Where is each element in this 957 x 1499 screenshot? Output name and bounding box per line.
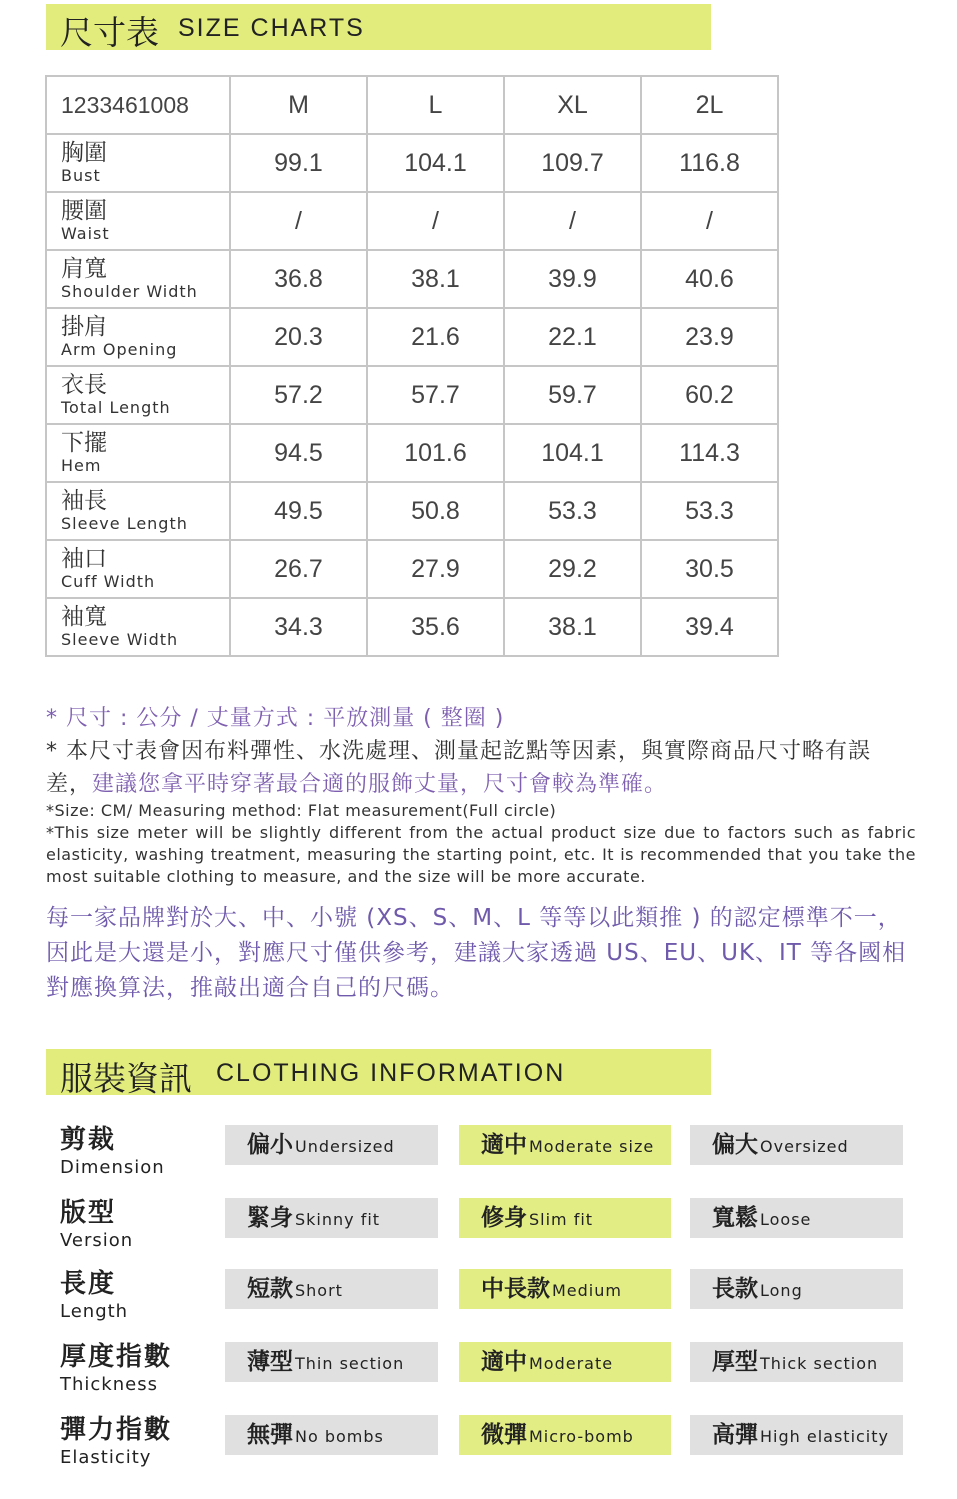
table-cell: 99.1 xyxy=(230,134,367,192)
row-label-en: Bust xyxy=(61,166,101,185)
row-label-zh: 掛肩 xyxy=(61,314,107,340)
row-label-en: Hem xyxy=(61,456,102,475)
size-chart-header xyxy=(46,4,711,50)
table-cell: 59.7 xyxy=(504,366,641,424)
table-cell: 20.3 xyxy=(230,308,367,366)
en-notes xyxy=(46,800,916,888)
row-label-zh: 袖長 xyxy=(61,488,107,514)
info-row-label-en: Dimension xyxy=(60,1157,165,1178)
table-cell: 101.6 xyxy=(367,424,504,482)
option-label-zh: 長款 xyxy=(712,1276,758,1302)
clothing-info-header xyxy=(46,1049,711,1098)
table-cell: 109.7 xyxy=(504,134,641,192)
option-label-zh: 寬鬆 xyxy=(712,1205,758,1231)
option-chip xyxy=(690,1269,903,1309)
table-cell: 104.1 xyxy=(504,424,641,482)
info-row-label-zh: 厚度指數 xyxy=(60,1342,173,1372)
info-row-label-en: Version xyxy=(60,1230,134,1251)
option-label-en: Micro-bomb xyxy=(529,1427,634,1446)
row-label-zh: 下擺 xyxy=(61,430,107,456)
info-row xyxy=(0,1341,957,1413)
row-label xyxy=(46,308,230,366)
clothing-info-title-en: CLOTHING INFORMATION xyxy=(216,1059,566,1087)
option-label-zh: 偏小 xyxy=(247,1132,293,1158)
error-note-part1: * 本尺寸表會因布料彈性、水洗處理、測量起訖點等因素，與實際商品尺寸略有誤差， xyxy=(46,739,871,797)
info-row-label xyxy=(60,1268,128,1324)
table-cell: 39.4 xyxy=(641,598,778,656)
option-label-en: Thin section xyxy=(295,1354,405,1373)
clothing-info-title-zh: 服裝資訊 xyxy=(60,1059,192,1098)
option-label-en: Medium xyxy=(552,1281,622,1300)
option-label-en: Skinny fit xyxy=(295,1210,381,1229)
table-cell: / xyxy=(504,192,641,250)
row-label xyxy=(46,540,230,598)
row-label-zh: 胸圍 xyxy=(61,140,107,166)
table-cell: 29.2 xyxy=(504,540,641,598)
info-row-label xyxy=(60,1341,172,1397)
table-cell: 22.1 xyxy=(504,308,641,366)
option-chip xyxy=(225,1269,438,1309)
size-header: M xyxy=(230,76,367,134)
option-chip xyxy=(225,1125,438,1165)
row-label-zh: 肩寬 xyxy=(61,256,107,282)
table-cell: 57.2 xyxy=(230,366,367,424)
size-header: 2L xyxy=(641,76,778,134)
info-row-label xyxy=(60,1124,165,1180)
info-row-label-en: Thickness xyxy=(60,1374,158,1395)
table-cell: 57.7 xyxy=(367,366,504,424)
table-cell: 94.5 xyxy=(230,424,367,482)
option-label-zh: 厚型 xyxy=(712,1349,758,1375)
row-label-en: Sleeve Length xyxy=(61,514,188,533)
option-chip-selected xyxy=(459,1415,671,1455)
option-chip xyxy=(690,1342,903,1382)
row-label xyxy=(46,598,230,656)
option-chip-selected xyxy=(459,1342,671,1382)
row-label-zh: 衣長 xyxy=(61,372,107,398)
row-label-zh: 腰圍 xyxy=(61,198,107,224)
option-chip xyxy=(225,1415,438,1455)
table-cell: 49.5 xyxy=(230,482,367,540)
info-row xyxy=(0,1124,957,1196)
product-code: 1233461008 xyxy=(46,76,230,134)
brand-note: 每一家品牌對於大、中、小號 (XS、S、M、L 等等以此類推 ) 的認定標準不一，因此是大還是小，對應尺寸僅供參考，建議大家透過 US、EU、UK、IT 等各國相對應換算法，推敲出適合自己的尺碼。 xyxy=(46,905,907,1001)
option-chip-selected xyxy=(459,1198,671,1238)
info-row-label-zh: 版型 xyxy=(60,1198,117,1228)
size-table-header-row xyxy=(46,76,778,134)
table-row xyxy=(46,540,778,598)
option-chip-selected xyxy=(459,1125,671,1165)
table-cell: 30.5 xyxy=(641,540,778,598)
option-label-en: Short xyxy=(295,1281,343,1300)
row-label-en: Shoulder Width xyxy=(61,282,198,301)
table-cell: 39.9 xyxy=(504,250,641,308)
size-header: L xyxy=(367,76,504,134)
option-label-zh: 高彈 xyxy=(712,1422,758,1448)
table-cell: 50.8 xyxy=(367,482,504,540)
table-row xyxy=(46,482,778,540)
table-cell: 26.7 xyxy=(230,540,367,598)
en-size-note: *Size: CM/ Measuring method: Flat measurement(Full circle) xyxy=(46,801,557,820)
option-label-en: Moderate size xyxy=(529,1137,655,1156)
row-label xyxy=(46,192,230,250)
option-label-zh: 微彈 xyxy=(481,1422,527,1448)
option-label-zh: 適中 xyxy=(481,1349,527,1375)
option-label-zh: 短款 xyxy=(247,1276,293,1302)
size-header: XL xyxy=(504,76,641,134)
option-label-en: Long xyxy=(760,1281,803,1300)
option-label-zh: 適中 xyxy=(481,1132,527,1158)
option-label-en: High elasticity xyxy=(760,1427,889,1446)
table-cell: 36.8 xyxy=(230,250,367,308)
row-label-zh: 袖寬 xyxy=(61,604,107,630)
option-chip xyxy=(690,1198,903,1238)
info-row-label-en: Elasticity xyxy=(60,1447,152,1468)
table-cell: 35.6 xyxy=(367,598,504,656)
row-label-zh: 袖口 xyxy=(61,546,107,572)
table-cell: 116.8 xyxy=(641,134,778,192)
info-row-label xyxy=(60,1197,133,1253)
table-row xyxy=(46,250,778,308)
table-row xyxy=(46,192,778,250)
option-label-en: Slim fit xyxy=(529,1210,594,1229)
option-label-zh: 緊身 xyxy=(247,1205,293,1231)
table-cell: 53.3 xyxy=(504,482,641,540)
option-chip xyxy=(690,1125,903,1165)
table-row xyxy=(46,308,778,366)
option-label-en: Moderate xyxy=(529,1354,614,1373)
row-label xyxy=(46,366,230,424)
table-cell: / xyxy=(641,192,778,250)
table-cell: 21.6 xyxy=(367,308,504,366)
info-row-label-zh: 長度 xyxy=(60,1269,117,1299)
info-row xyxy=(0,1268,957,1340)
table-cell: 60.2 xyxy=(641,366,778,424)
option-chip-selected xyxy=(459,1269,671,1309)
option-label-en: No bombs xyxy=(295,1427,384,1446)
table-cell: / xyxy=(230,192,367,250)
row-label-en: Total Length xyxy=(61,398,171,417)
option-chip xyxy=(225,1198,438,1238)
option-chip xyxy=(690,1415,903,1455)
table-cell: / xyxy=(367,192,504,250)
table-row xyxy=(46,134,778,192)
row-label-en: Cuff Width xyxy=(61,572,156,591)
option-label-zh: 無彈 xyxy=(247,1422,293,1448)
info-row-label-zh: 彈力指數 xyxy=(60,1415,173,1445)
info-row xyxy=(0,1414,957,1486)
unit-note: * 尺寸 : 公分 / 丈量方式 : 平放測量 ( 整圈 ) xyxy=(46,706,505,731)
table-cell: 104.1 xyxy=(367,134,504,192)
table-cell: 34.3 xyxy=(230,598,367,656)
table-row xyxy=(46,366,778,424)
option-label-zh: 中長款 xyxy=(481,1276,550,1302)
option-label-en: Oversized xyxy=(760,1137,849,1156)
row-label-en: Sleeve Width xyxy=(61,630,179,649)
row-label-en: Arm Opening xyxy=(61,340,178,359)
info-row-label xyxy=(60,1414,172,1470)
error-note-part2: 建議您拿平時穿著最合適的服飾丈量，尺寸會較為準確。 xyxy=(92,772,668,797)
info-row xyxy=(0,1197,957,1269)
info-row-label-en: Length xyxy=(60,1301,129,1322)
table-row xyxy=(46,598,778,656)
table-cell: 40.6 xyxy=(641,250,778,308)
option-label-en: Thick section xyxy=(760,1354,879,1373)
row-label xyxy=(46,134,230,192)
option-label-en: Loose xyxy=(760,1210,812,1229)
option-label-zh: 偏大 xyxy=(712,1132,758,1158)
table-cell: 53.3 xyxy=(641,482,778,540)
size-table xyxy=(45,75,779,657)
row-label xyxy=(46,250,230,308)
option-label-zh: 薄型 xyxy=(247,1349,293,1375)
option-label-en: Undersized xyxy=(295,1137,395,1156)
table-cell: 23.9 xyxy=(641,308,778,366)
table-row xyxy=(46,424,778,482)
info-row-label-zh: 剪裁 xyxy=(60,1125,117,1155)
row-label-en: Waist xyxy=(61,224,110,243)
row-label xyxy=(46,424,230,482)
table-cell: 27.9 xyxy=(367,540,504,598)
option-chip xyxy=(225,1342,438,1382)
option-label-zh: 修身 xyxy=(481,1205,527,1231)
table-cell: 38.1 xyxy=(504,598,641,656)
size-chart-title-zh: 尺寸表 xyxy=(60,13,159,52)
table-cell: 114.3 xyxy=(641,424,778,482)
en-error-note: *This size meter will be slightly different from the actual product size due to factors such as fabric elasticity, washing treatment, measuring the starting point, etc. It is recommended that you take the most suitable clothing to measure, and the size will be more accurate. xyxy=(46,823,916,886)
size-chart-title-en: SIZE CHARTS xyxy=(178,14,365,42)
row-label xyxy=(46,482,230,540)
error-note xyxy=(46,735,916,801)
table-cell: 38.1 xyxy=(367,250,504,308)
